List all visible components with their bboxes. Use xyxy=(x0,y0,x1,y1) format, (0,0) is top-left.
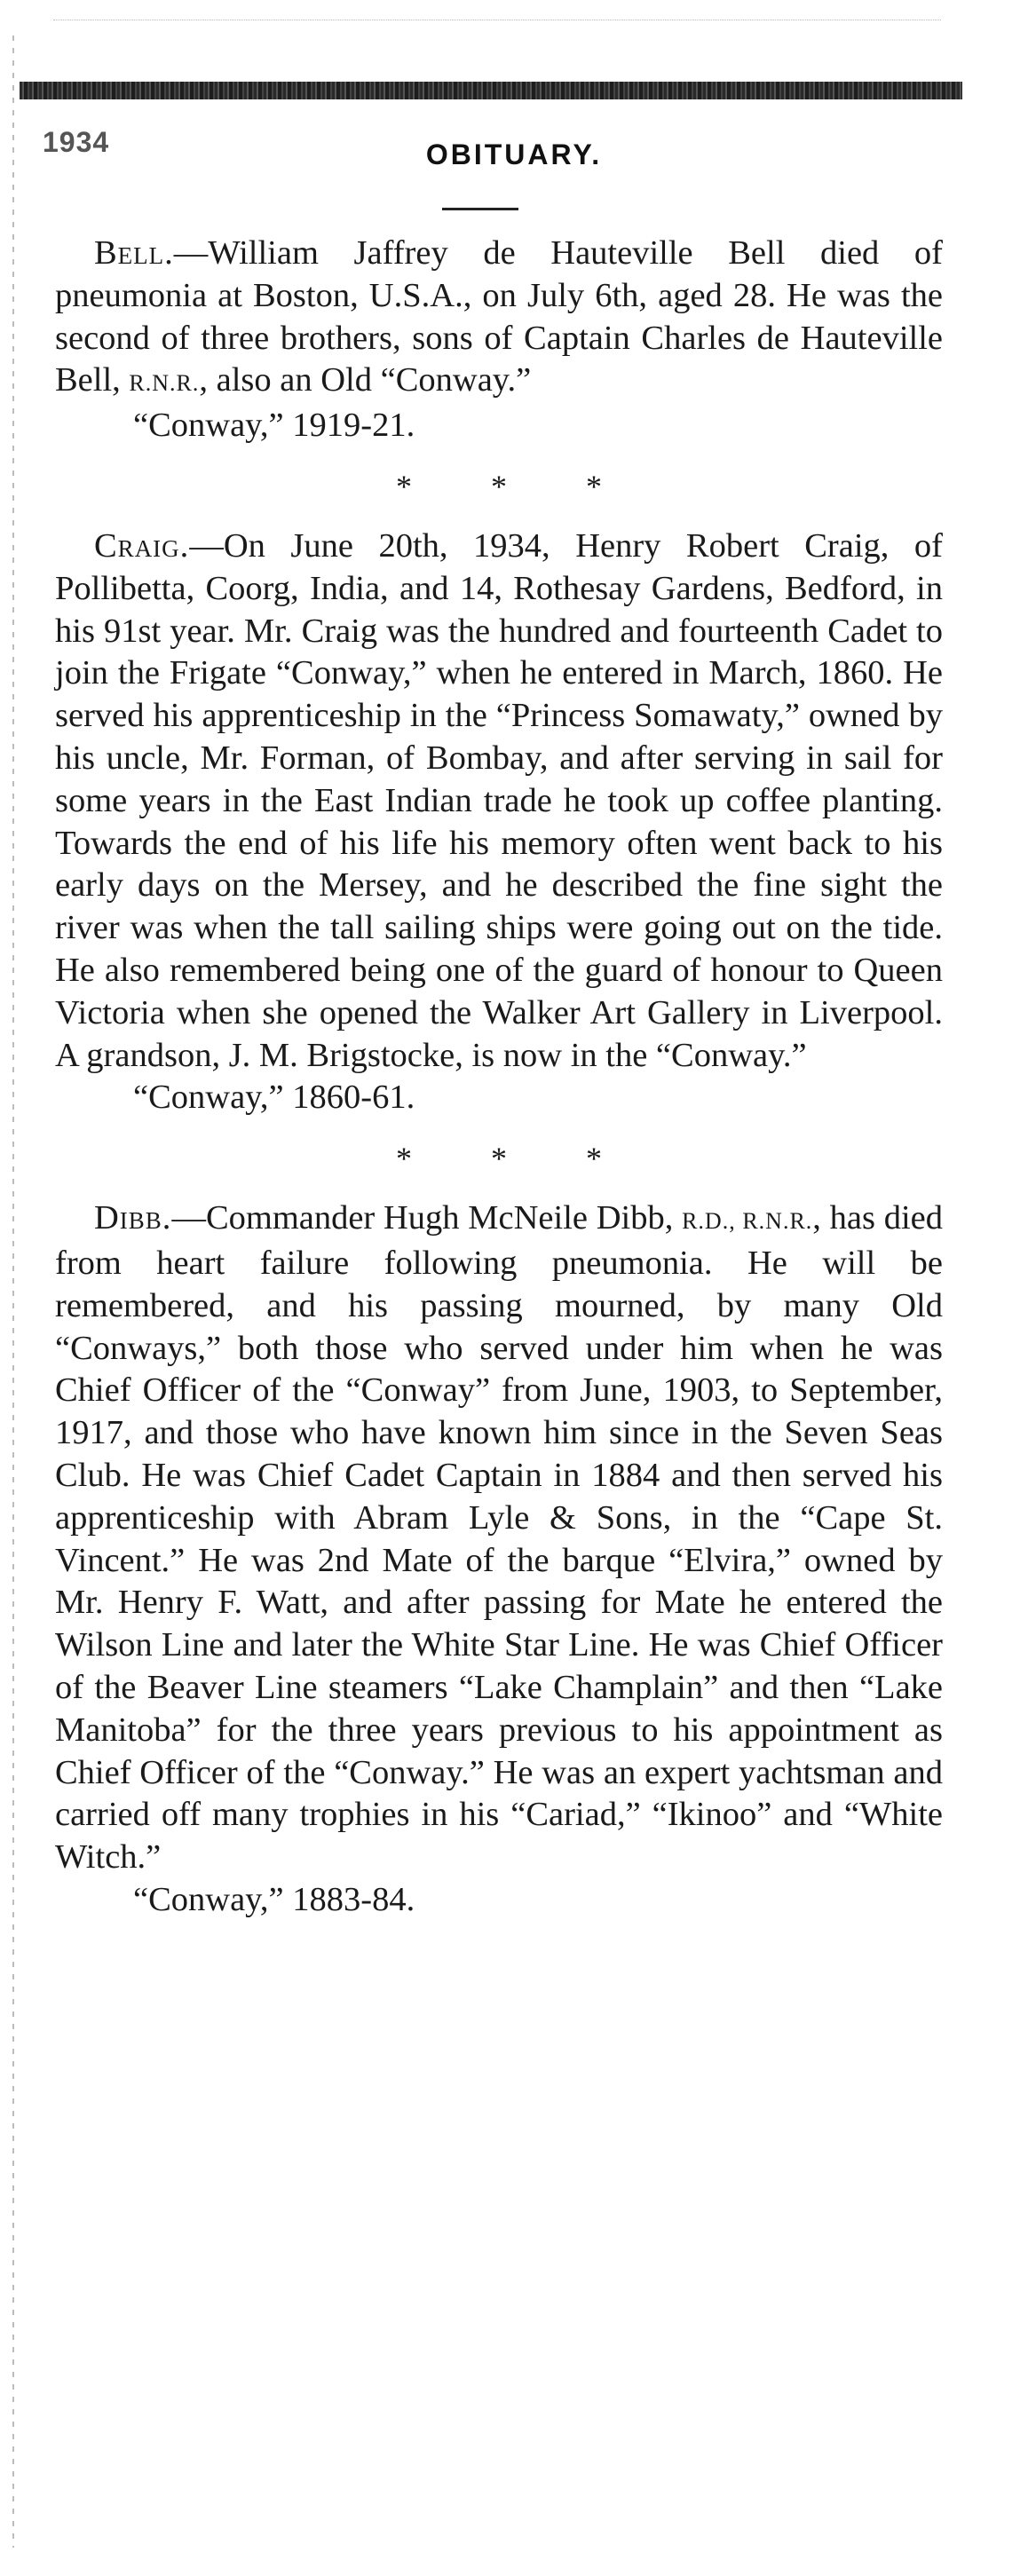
entry-surname: Craig. xyxy=(94,526,190,565)
entry-postnominal: R.D., R.N.R. xyxy=(682,1208,813,1235)
section-separator: * * * xyxy=(396,468,637,504)
entry-dash: — xyxy=(171,1199,206,1237)
entry-dash: — xyxy=(189,526,224,565)
page-title: OBITUARY. xyxy=(425,138,603,170)
obituary-entry-dibb xyxy=(55,1197,943,1922)
entry-body xyxy=(55,1197,943,1879)
entry-service-years: “Conway,” 1919-21. xyxy=(133,407,415,445)
obituary-entry-craig xyxy=(55,525,943,1119)
entry-dash: — xyxy=(173,234,209,272)
entry-service-years: “Conway,” 1883-84. xyxy=(133,1880,415,1918)
page-year: 1934 xyxy=(43,126,110,158)
scan-top-edge xyxy=(53,20,941,26)
entry-surname: Bell. xyxy=(94,234,174,272)
entry-text: William Jaffrey de Hauteville Bell died of pneumonia at Boston, U.S.A., on July 6th, aged 28. He was the second of three brothers, sons of Captain Charles de Hauteville Bell, xyxy=(55,234,943,399)
obituary-column xyxy=(55,233,943,1922)
section-separator: * * * xyxy=(396,1141,637,1177)
page-header-rule xyxy=(20,82,962,99)
title-underline xyxy=(442,208,518,210)
entry-body xyxy=(55,525,943,1077)
entry-postnominal: R.N.R. xyxy=(129,370,200,397)
entry-body xyxy=(55,233,943,405)
entry-text-continued: , has died from heart failure following pneumonia. He will be remembered, and his passing mourned, by many Old “Conways,” both those who served under him when he was Chief Officer of the “Conway” from June, 1903, to September, 1917, and those who have known him since in the Seven Seas Club. He was Chief Cadet Captain in 1884 and then served his apprenticeship with Abram Lyle & Sons, in the “Cape St. Vincent.” He was 2nd Mate of the barque “Elvira,” owned by Mr. Henry F. Watt, and after passing for Mate he entered the Wilson Line and later the White Star Line. He was Chief Officer of the Beaver Line steamers “Lake Champlain” and then “Lake Manitoba” for the three years previous to his appointment as Chief Officer of the “Conway.” He was an expert yachtsman and carried off many trophies in his “Cariad,” “Ikinoo” and “White Witch.” xyxy=(55,1199,944,1877)
scan-left-edge xyxy=(12,36,14,2548)
obituary-entry-bell xyxy=(55,233,943,447)
entry-text: Commander Hugh McNeile Dibb, xyxy=(205,1199,683,1237)
entry-text-continued: , also an Old “Conway.” xyxy=(199,361,532,399)
entry-surname: Dibb. xyxy=(94,1199,172,1237)
entry-service-years: “Conway,” 1860-61. xyxy=(133,1079,415,1117)
entry-text: On June 20th, 1934, Henry Robert Craig, of Pollibetta, Coorg, India, and 14, Rothesay Gardens, Bedford, in his 91st year. Mr. Craig was the hundred and fourteenth Cadet to join the Frigate “Conway,” when he entered in March, 1860. He served his apprenticeship in the “Princess Somawaty,” owned by his uncle, Mr. Forman, of Bombay, and after serving in sail for some years in the East Indian trade he took up coffee planting. Towards the end of his life his memory often went back to his early days on the Mersey, and he described the fine sight the river was when the tall sailing ships were going out on the tide. He also remembered being one of the guard of honour to Queen Victoria when she opened the Walker Art Gallery in Liverpool. A grandson, J. M. Brigstocke, is now in the “Conway.” xyxy=(55,526,943,1074)
